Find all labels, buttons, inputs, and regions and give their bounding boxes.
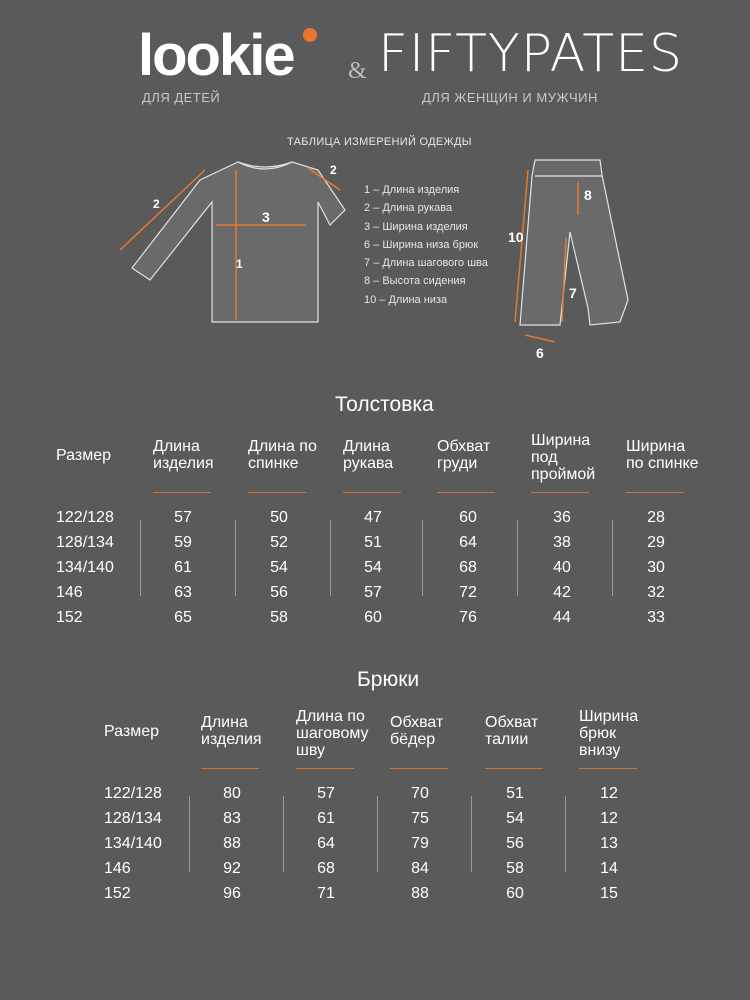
- pants-title: Брюки: [357, 668, 420, 691]
- table-cell: 96: [223, 885, 241, 902]
- table-cell: 38: [553, 534, 571, 551]
- table-cell: 60: [364, 609, 382, 626]
- table-cell: 12: [600, 810, 618, 827]
- legend-item: 3 – Ширина изделия: [364, 220, 468, 233]
- table-cell: 56: [270, 584, 288, 601]
- header-underline: [531, 492, 589, 493]
- table-cell: 88: [411, 885, 429, 902]
- column-separator: [189, 796, 190, 872]
- size-cell: 122/128: [56, 509, 114, 526]
- table-cell: 56: [506, 835, 524, 852]
- column-separator: [565, 796, 566, 872]
- column-header: Обхват груди: [437, 438, 491, 472]
- table-cell: 54: [270, 559, 288, 576]
- column-separator: [612, 520, 613, 596]
- table-cell: 57: [317, 785, 335, 802]
- table-cell: 58: [270, 609, 288, 626]
- header-underline: [343, 492, 401, 493]
- table-cell: 50: [270, 509, 288, 526]
- pants-label-8: 8: [584, 187, 592, 203]
- sweatshirt-illustration: [132, 162, 345, 322]
- table-cell: 60: [459, 509, 477, 526]
- table-cell: 76: [459, 609, 477, 626]
- table-cell: 29: [647, 534, 665, 551]
- legend-item: 1 – Длина изделия: [364, 184, 460, 196]
- table-cell: 28: [647, 509, 665, 526]
- diagram-title: ТАБЛИЦА ИЗМЕРЕНИЙ ОДЕЖДЫ: [287, 136, 472, 148]
- size-cell: 122/128: [104, 785, 162, 802]
- table-cell: 83: [223, 810, 241, 827]
- pants-label-7: 7: [569, 285, 577, 301]
- column-header: Ширина брюк внизу: [579, 708, 639, 759]
- column-separator: [422, 520, 423, 596]
- table-cell: 12: [600, 785, 618, 802]
- table-cell: 70: [411, 785, 429, 802]
- header-underline: [390, 768, 448, 769]
- header-underline: [485, 768, 543, 769]
- column-separator: [471, 796, 472, 872]
- ampersand: &: [348, 58, 367, 84]
- column-separator: [235, 520, 236, 596]
- table-cell: 54: [364, 559, 382, 576]
- fiftypates-logo: FIFTYPATES: [378, 24, 683, 84]
- size-cell: 134/140: [104, 835, 162, 852]
- column-header: Длина изделия: [201, 714, 262, 748]
- table-cell: 84: [411, 860, 429, 877]
- fiftypates-subtitle: ДЛЯ ЖЕНЩИН И МУЖЧИН: [422, 90, 598, 105]
- column-separator: [517, 520, 518, 596]
- column-separator: [283, 796, 284, 872]
- size-cell: 128/134: [56, 534, 114, 551]
- column-header: Длина изделия: [153, 438, 214, 472]
- pants-label-10: 10: [508, 229, 524, 245]
- size-cell: 146: [56, 584, 83, 601]
- header-underline: [201, 768, 259, 769]
- column-header: Длина рукава: [343, 438, 394, 472]
- size-cell: 146: [104, 860, 131, 877]
- table-cell: 51: [506, 785, 524, 802]
- column-header: Размер: [104, 723, 159, 740]
- table-cell: 33: [647, 609, 665, 626]
- shirt-label-2-right: 2: [330, 163, 337, 177]
- column-separator: [330, 520, 331, 596]
- table-cell: 60: [506, 885, 524, 902]
- table-cell: 14: [600, 860, 618, 877]
- shirt-label-2-left: 2: [153, 197, 160, 211]
- table-cell: 72: [459, 584, 477, 601]
- header-underline: [296, 768, 354, 769]
- table-cell: 80: [223, 785, 241, 802]
- column-header: Обхват талии: [485, 714, 539, 748]
- table-cell: 68: [317, 860, 335, 877]
- table-cell: 54: [506, 810, 524, 827]
- pants-label-6: 6: [536, 345, 544, 361]
- shirt-label-3: 3: [262, 209, 270, 225]
- table-cell: 13: [600, 835, 618, 852]
- column-header: Длина по шаговому шву: [296, 708, 369, 759]
- table-cell: 40: [553, 559, 571, 576]
- column-separator: [140, 520, 141, 596]
- column-header: Размер: [56, 447, 111, 464]
- table-cell: 57: [174, 509, 192, 526]
- table-cell: 64: [317, 835, 335, 852]
- table-cell: 51: [364, 534, 382, 551]
- table-cell: 64: [459, 534, 477, 551]
- table-cell: 36: [553, 509, 571, 526]
- table-cell: 15: [600, 885, 618, 902]
- column-header: Ширина по спинке: [626, 438, 699, 472]
- table-cell: 32: [647, 584, 665, 601]
- table-cell: 75: [411, 810, 429, 827]
- lookie-subtitle: ДЛЯ ДЕТЕЙ: [142, 90, 221, 105]
- legend-item: 7 – Длина шагового шва: [364, 257, 488, 270]
- table-cell: 61: [317, 810, 335, 827]
- sweatshirt-title: Толстовка: [335, 393, 434, 416]
- table-cell: 30: [647, 559, 665, 576]
- table-cell: 59: [174, 534, 192, 551]
- table-cell: 42: [553, 584, 571, 601]
- size-cell: 134/140: [56, 559, 114, 576]
- legend-item: 6 – Ширина низа брюк: [364, 238, 479, 251]
- table-cell: 57: [364, 584, 382, 601]
- table-cell: 61: [174, 559, 192, 576]
- table-cell: 68: [459, 559, 477, 576]
- table-cell: 58: [506, 860, 524, 877]
- table-cell: 88: [223, 835, 241, 852]
- column-header: Ширина под проймой: [531, 432, 596, 483]
- table-cell: 79: [411, 835, 429, 852]
- legend-item: 2 – Длина рукава: [364, 202, 453, 215]
- header-underline: [248, 492, 306, 493]
- column-header: Обхват бёдер: [390, 714, 444, 748]
- size-cell: 152: [56, 609, 83, 626]
- table-cell: 52: [270, 534, 288, 551]
- table-cell: 92: [223, 860, 241, 877]
- header-underline: [626, 492, 684, 493]
- column-separator: [377, 796, 378, 872]
- diagram-legend: [364, 181, 488, 309]
- table-cell: 44: [553, 609, 571, 626]
- size-cell: 152: [104, 885, 131, 902]
- table-cell: 47: [364, 509, 382, 526]
- table-cell: 71: [317, 885, 335, 902]
- table-cell: 63: [174, 584, 192, 601]
- shirt-label-1: 1: [236, 257, 243, 271]
- header-underline: [437, 492, 495, 493]
- logo-dot: [303, 28, 317, 42]
- size-cell: 128/134: [104, 810, 162, 827]
- table-cell: 65: [174, 609, 192, 626]
- column-header: Длина по спинке: [248, 438, 317, 472]
- lookie-logo: lookie: [138, 23, 294, 88]
- header-underline: [579, 768, 637, 769]
- legend-item: 10 – Длина низа: [364, 293, 448, 306]
- header-underline: [153, 492, 211, 493]
- legend-item: 8 – Высота сидения: [364, 275, 466, 288]
